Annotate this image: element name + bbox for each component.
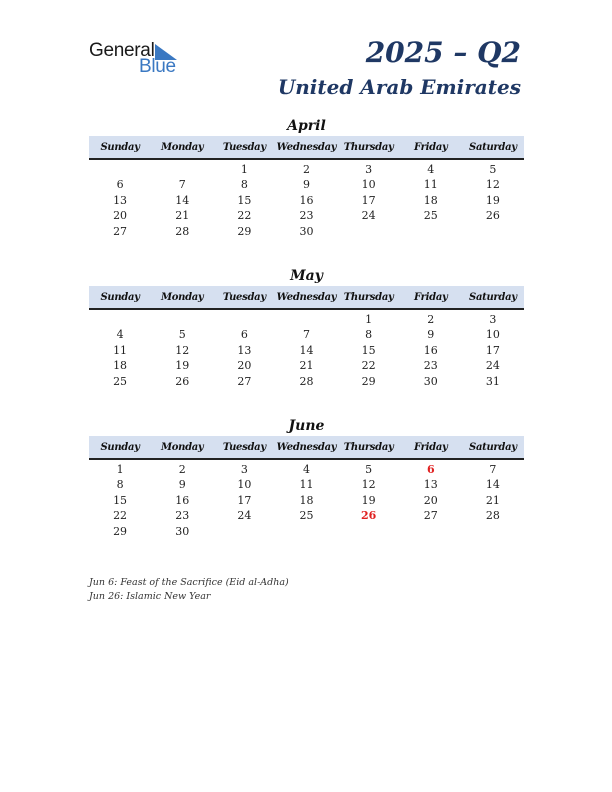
day-cell: 16 (175, 493, 190, 507)
week-row (89, 358, 524, 373)
day-cell: 19 (175, 359, 190, 373)
day-cell: 25 (299, 509, 314, 523)
day-cell (89, 312, 151, 327)
week-row (89, 508, 524, 523)
week-row (89, 162, 524, 177)
day-cell: 13 (113, 193, 128, 207)
weekday-label: Sunday (100, 291, 140, 303)
weekday-label: Friday (414, 441, 448, 453)
day-cell: 3 (365, 163, 373, 176)
day-cell: 24 (361, 209, 376, 223)
weekday-label: Saturday (469, 291, 517, 303)
logo-text-general: General (89, 40, 155, 61)
day-cell: 26 (485, 209, 500, 223)
month-name: May (290, 268, 323, 284)
day-cell (338, 524, 400, 539)
day-cell: 14 (299, 343, 314, 357)
day-cell: 8 (240, 178, 248, 192)
day-cell: 11 (113, 343, 128, 357)
week-row (89, 312, 524, 327)
day-cell: 12 (175, 343, 190, 357)
day-cell (400, 224, 462, 239)
day-cell (213, 312, 275, 327)
day-cell: 4 (302, 463, 310, 476)
day-cell: 27 (237, 374, 252, 388)
holiday-note: Jun 6: Feast of the Sacrifice (Eid al-Adha) (89, 577, 289, 588)
day-cell: 20 (423, 493, 438, 507)
day-cell: 7 (489, 463, 497, 476)
month-april (89, 116, 524, 239)
week-row (89, 524, 524, 539)
day-cell: 31 (485, 374, 500, 388)
day-cell: 2 (178, 463, 186, 476)
day-cell: 23 (175, 509, 190, 523)
day-cell: 28 (485, 509, 500, 523)
day-cell: 18 (113, 359, 128, 373)
weekday-label: Monday (160, 441, 204, 453)
week-row (89, 193, 524, 208)
day-cell: 28 (175, 224, 190, 238)
weekday-header (89, 286, 524, 310)
week-row (89, 343, 524, 358)
month-name: April (287, 118, 326, 134)
day-cell: 22 (237, 209, 252, 223)
day-cell (213, 524, 275, 539)
day-cell: 9 (302, 178, 310, 192)
day-cell: 15 (361, 343, 376, 357)
day-cell: 25 (113, 374, 128, 388)
day-cell: 4 (116, 328, 124, 342)
weekday-header (89, 436, 524, 460)
day-cell: 17 (361, 193, 376, 207)
weekday-label: Sunday (100, 141, 140, 153)
week-grid (89, 162, 524, 239)
weekday-label: Thursday (343, 291, 394, 303)
day-cell: 24 (237, 509, 252, 523)
day-cell: 29 (113, 524, 128, 538)
day-cell: 18 (299, 493, 314, 507)
week-grid (89, 312, 524, 389)
weekday-label: Tuesday (222, 141, 266, 153)
day-cell: 30 (299, 224, 314, 238)
day-cell: 26 (175, 374, 190, 388)
day-cell: 19 (485, 193, 500, 207)
day-cell: 9 (178, 478, 186, 492)
day-cell: 17 (485, 343, 500, 357)
holiday-note: Jun 26: Islamic New Year (89, 591, 211, 602)
weekday-label: Saturday (469, 441, 517, 453)
month-may (89, 266, 524, 389)
day-cell: 11 (423, 178, 438, 192)
day-cell: 21 (299, 359, 314, 373)
day-cell: 3 (489, 313, 497, 326)
holiday-day-cell: 6 (426, 463, 435, 476)
day-cell (89, 162, 151, 177)
day-cell: 17 (237, 493, 252, 507)
day-cell (462, 224, 524, 239)
week-row (89, 208, 524, 223)
day-cell: 1 (365, 313, 373, 326)
day-cell: 10 (361, 178, 376, 192)
day-cell: 30 (175, 524, 190, 538)
day-cell (462, 524, 524, 539)
day-cell: 30 (423, 374, 438, 388)
day-cell: 10 (237, 478, 252, 492)
day-cell: 15 (113, 493, 128, 507)
month-june (89, 416, 524, 539)
weekday-label: Wednesday (276, 291, 337, 303)
weekday-label: Thursday (343, 141, 394, 153)
week-row (89, 477, 524, 492)
day-cell: 24 (485, 359, 500, 373)
weekday-label: Tuesday (222, 291, 266, 303)
logo-text-blue: Blue (139, 56, 176, 77)
day-cell: 13 (423, 478, 438, 492)
page-title: 2025 – Q2 (365, 36, 521, 69)
day-cell: 23 (423, 359, 438, 373)
day-cell: 27 (423, 509, 438, 523)
day-cell: 2 (427, 313, 435, 326)
day-cell: 21 (485, 493, 500, 507)
day-cell: 8 (365, 328, 373, 342)
weekday-header (89, 136, 524, 160)
holiday-notes (89, 576, 289, 604)
page-subtitle: United Arab Emirates (277, 75, 521, 99)
day-cell: 18 (423, 193, 438, 207)
day-cell: 6 (116, 178, 124, 192)
day-cell: 5 (178, 328, 186, 342)
month-name: June (288, 418, 325, 434)
day-cell: 11 (299, 478, 314, 492)
weekday-label: Wednesday (276, 441, 337, 453)
day-cell: 8 (116, 478, 124, 492)
weekday-label: Sunday (100, 441, 140, 453)
day-cell: 23 (299, 209, 314, 223)
day-cell (275, 524, 337, 539)
day-cell: 21 (175, 209, 190, 223)
day-cell: 12 (361, 478, 376, 492)
day-cell: 15 (237, 193, 252, 207)
day-cell (275, 312, 337, 327)
day-cell: 16 (299, 193, 314, 207)
day-cell: 22 (361, 359, 376, 373)
week-row (89, 327, 524, 342)
weekday-label: Wednesday (276, 141, 337, 153)
day-cell: 2 (302, 163, 310, 176)
week-grid (89, 462, 524, 539)
day-cell: 9 (427, 328, 435, 342)
logo (89, 40, 189, 76)
day-cell: 7 (178, 178, 186, 192)
week-row (89, 224, 524, 239)
day-cell (338, 224, 400, 239)
day-cell: 3 (240, 463, 248, 476)
day-cell: 28 (299, 374, 314, 388)
day-cell: 14 (175, 193, 190, 207)
day-cell: 7 (302, 328, 310, 342)
day-cell: 4 (427, 163, 435, 176)
day-cell (151, 312, 213, 327)
day-cell: 12 (485, 178, 500, 192)
day-cell (400, 524, 462, 539)
weekday-label: Thursday (343, 441, 394, 453)
weekday-label: Friday (414, 291, 448, 303)
day-cell: 1 (240, 163, 248, 176)
day-cell: 10 (485, 328, 500, 342)
day-cell: 20 (113, 209, 128, 223)
day-cell: 19 (361, 493, 376, 507)
day-cell: 27 (113, 224, 128, 238)
weekday-label: Friday (414, 141, 448, 153)
weekday-label: Tuesday (222, 441, 266, 453)
weekday-label: Monday (160, 141, 204, 153)
week-row (89, 177, 524, 192)
day-cell: 14 (485, 478, 500, 492)
day-cell: 20 (237, 359, 252, 373)
holiday-day-cell: 26 (360, 509, 377, 523)
day-cell (151, 162, 213, 177)
day-cell: 16 (423, 343, 438, 357)
week-row (89, 493, 524, 508)
week-row (89, 374, 524, 389)
day-cell: 22 (113, 509, 128, 523)
day-cell: 29 (237, 224, 252, 238)
week-row (89, 462, 524, 477)
day-cell: 1 (116, 463, 124, 476)
weekday-label: Saturday (469, 141, 517, 153)
day-cell: 29 (361, 374, 376, 388)
day-cell: 13 (237, 343, 252, 357)
day-cell: 5 (489, 163, 497, 176)
weekday-label: Monday (160, 291, 204, 303)
day-cell: 6 (240, 328, 248, 342)
day-cell: 25 (423, 209, 438, 223)
day-cell: 5 (365, 463, 373, 476)
